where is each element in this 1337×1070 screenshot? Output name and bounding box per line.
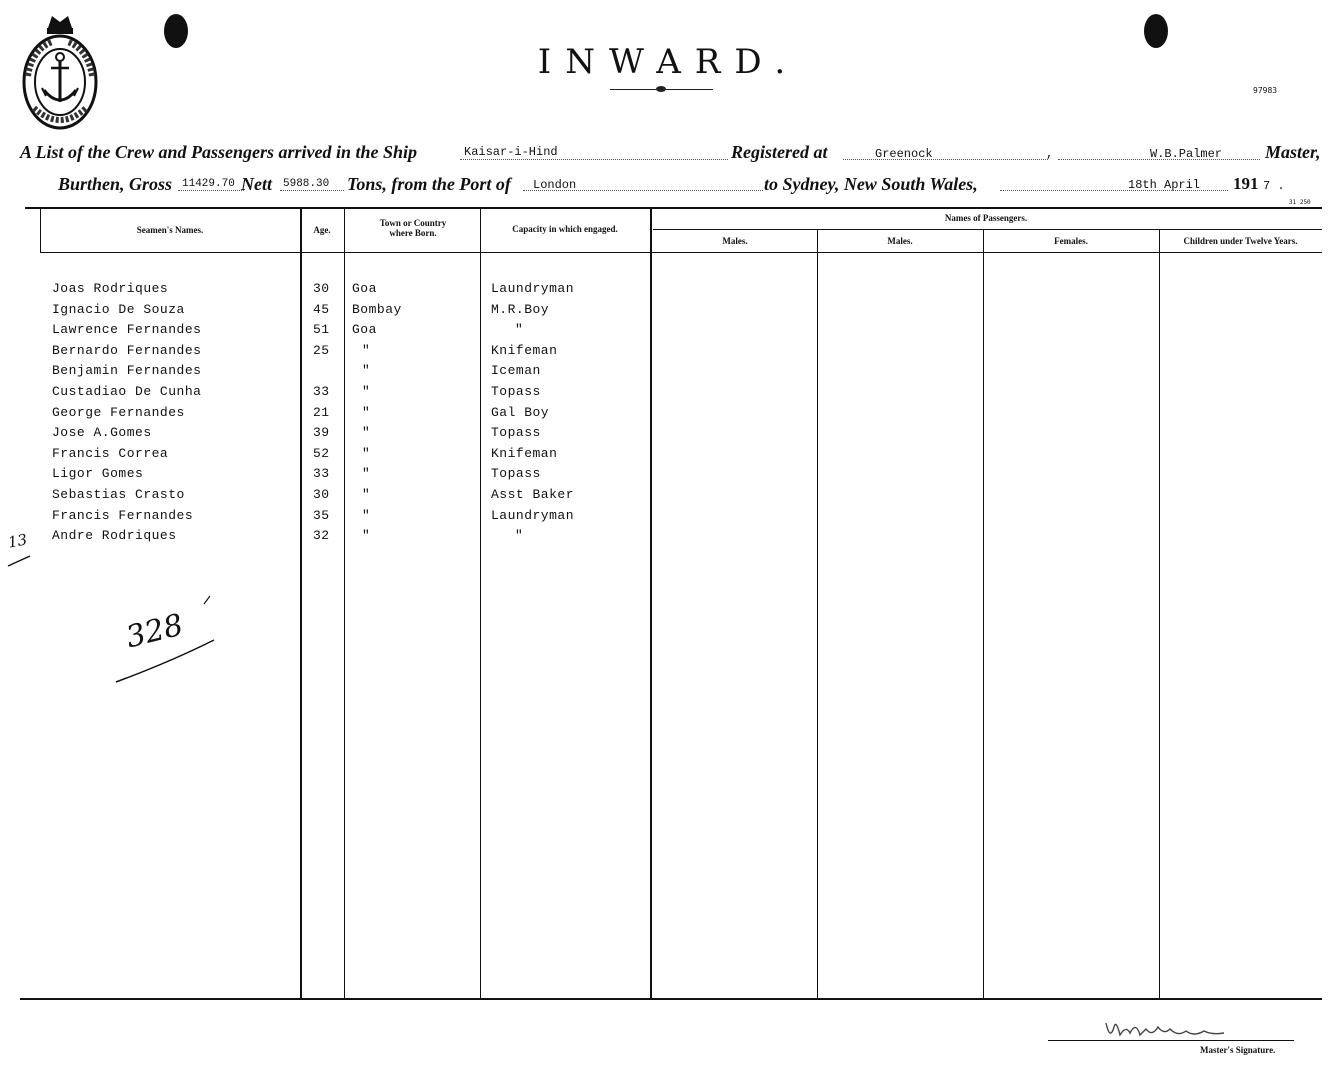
seaman-name: Francis Correa (52, 445, 169, 461)
seaman-age: 21 (313, 404, 330, 420)
seaman-capacity: " (515, 528, 524, 544)
origin-port: London (533, 178, 577, 192)
seaman-name: Bernardo Fernandes (52, 342, 202, 358)
seaman-capacity: Laundryman (491, 507, 575, 523)
seaman-birthplace: " (362, 342, 371, 358)
handwritten-number: 328 (122, 607, 187, 656)
seaman-capacity: Laundryman (491, 281, 575, 296)
seaman-name: Benjamin Fernandes (52, 363, 202, 379)
seaman-age: 32 (313, 528, 330, 544)
column-header-children: Children under Twelve Years. (1183, 236, 1298, 246)
seaman-birthplace: " (362, 466, 371, 482)
seaman-birthplace: Goa (352, 322, 377, 338)
registered-port-line (843, 159, 1048, 160)
crew-count-mark: 13 (6, 530, 29, 552)
seaman-capacity: Asst Baker (491, 487, 575, 502)
table-top-border (25, 207, 1322, 209)
form-code: 31 250 (1289, 199, 1311, 206)
seaman-name: Jose A.Gomes (52, 425, 152, 441)
signature-label: Master's Signature. (1200, 1045, 1276, 1055)
master-label: Master, (1265, 142, 1321, 162)
header-bottom-rule (40, 252, 1322, 253)
seaman-age: 25 (313, 342, 330, 358)
reference-number: 97983 (1253, 86, 1278, 95)
seaman-name: Sebastias Crasto (52, 487, 185, 502)
handwritten-number-underline (110, 590, 220, 690)
column-header-name: Seamen's Names. (136, 225, 204, 235)
column-header-passengers: Names of Passengers. (944, 213, 1028, 223)
seaman-capacity: Knifeman (491, 342, 558, 358)
seaman-birthplace: " (362, 528, 371, 544)
arrival-date: 18th April (1128, 178, 1201, 192)
arrival-year-prefix: 191 (1233, 174, 1259, 193)
seaman-name: Custadiao De Cunha (52, 384, 202, 399)
seaman-age: 51 (313, 322, 330, 338)
seaman-capacity: Iceman (491, 363, 541, 379)
seaman-name: Ignacio De Souza (52, 301, 185, 317)
seaman-capacity: Knifeman (491, 445, 558, 461)
column-divider-capacity (480, 209, 481, 998)
seaman-age: 39 (313, 425, 330, 441)
seaman-name: George Fernandes (52, 404, 185, 420)
seaman-name: Ligor Gomes (52, 466, 144, 482)
column-divider-females (983, 229, 984, 998)
seaman-birthplace: " (362, 445, 371, 461)
seaman-age: 52 (313, 445, 330, 461)
crew-count-underline (6, 552, 32, 568)
column-header-females: Females. (1054, 236, 1088, 246)
column-header-born: Town or Country where Born. (379, 218, 447, 238)
gross-tonnage-line (178, 190, 244, 191)
seaman-birthplace: " (362, 487, 371, 502)
nett-label: Nett (241, 174, 272, 194)
page-title: INWARD. (537, 42, 800, 82)
column-divider-passengers (650, 209, 652, 998)
seaman-age: 45 (313, 301, 330, 317)
seaman-capacity: Topass (491, 425, 541, 441)
seaman-age: 30 (313, 487, 330, 502)
ship-name: Kaisar-i-Hind (464, 145, 558, 159)
passengers-subheader-rule (653, 229, 1322, 230)
seaman-capacity: Topass (491, 384, 541, 399)
seaman-birthplace: " (362, 425, 371, 441)
seaman-capacity: " (515, 322, 524, 338)
tons-from-port-label: Tons, from the Port of (347, 174, 511, 194)
registered-label: Registered at (731, 142, 828, 162)
title-ornament (656, 86, 666, 92)
column-divider-children (1159, 229, 1160, 998)
column-header-males-2: Males. (887, 236, 913, 246)
burthen-label: Burthen, Gross (58, 174, 173, 194)
arrival-year-suffix: 7 . (1263, 179, 1285, 193)
seaman-birthplace: " (362, 384, 371, 399)
column-header-males-1: Males. (722, 236, 748, 246)
nett-tonnage-line (280, 190, 344, 191)
seaman-birthplace: " (362, 404, 371, 420)
column-divider-born (344, 209, 345, 998)
seaman-age: 33 (313, 466, 330, 482)
destination-label: to Sydney, New South Wales, (764, 174, 978, 194)
column-header-age: Age. (313, 225, 331, 235)
registered-comma: , (1046, 147, 1054, 161)
seaman-capacity: Gal Boy (491, 404, 550, 420)
signature-line (1048, 1040, 1294, 1041)
seaman-name: Joas Rodriques (52, 281, 169, 296)
nett-tonnage: 5988.30 (283, 178, 330, 190)
seaman-capacity: Topass (491, 466, 541, 482)
ship-name-line (460, 159, 728, 160)
seaman-capacity: M.R.Boy (491, 301, 550, 317)
seaman-birthplace: " (362, 507, 371, 523)
seaman-birthplace: Bombay (352, 301, 402, 317)
master-name: W.B.Palmer (1150, 147, 1223, 161)
gross-tonnage: 11429.70 (182, 178, 235, 190)
seaman-name: Andre Rodriques (52, 528, 177, 544)
column-divider-males2 (817, 229, 818, 998)
seaman-birthplace: " (362, 363, 371, 379)
column-divider-age (300, 209, 302, 998)
registered-port: Greenock (875, 147, 933, 161)
seaman-name: Lawrence Fernandes (52, 322, 202, 338)
seaman-name: Francis Fernandes (52, 507, 194, 523)
seaman-age: 30 (313, 281, 330, 296)
seaman-age: 33 (313, 384, 330, 399)
seaman-birthplace: Goa (352, 281, 377, 296)
seaman-age: 35 (313, 507, 330, 523)
column-header-capacity: Capacity in which engaged. (512, 224, 618, 234)
table-bottom-border (20, 998, 1322, 1000)
list-heading-prefix: A List of the Crew and Passengers arrived in the Ship (20, 142, 418, 162)
